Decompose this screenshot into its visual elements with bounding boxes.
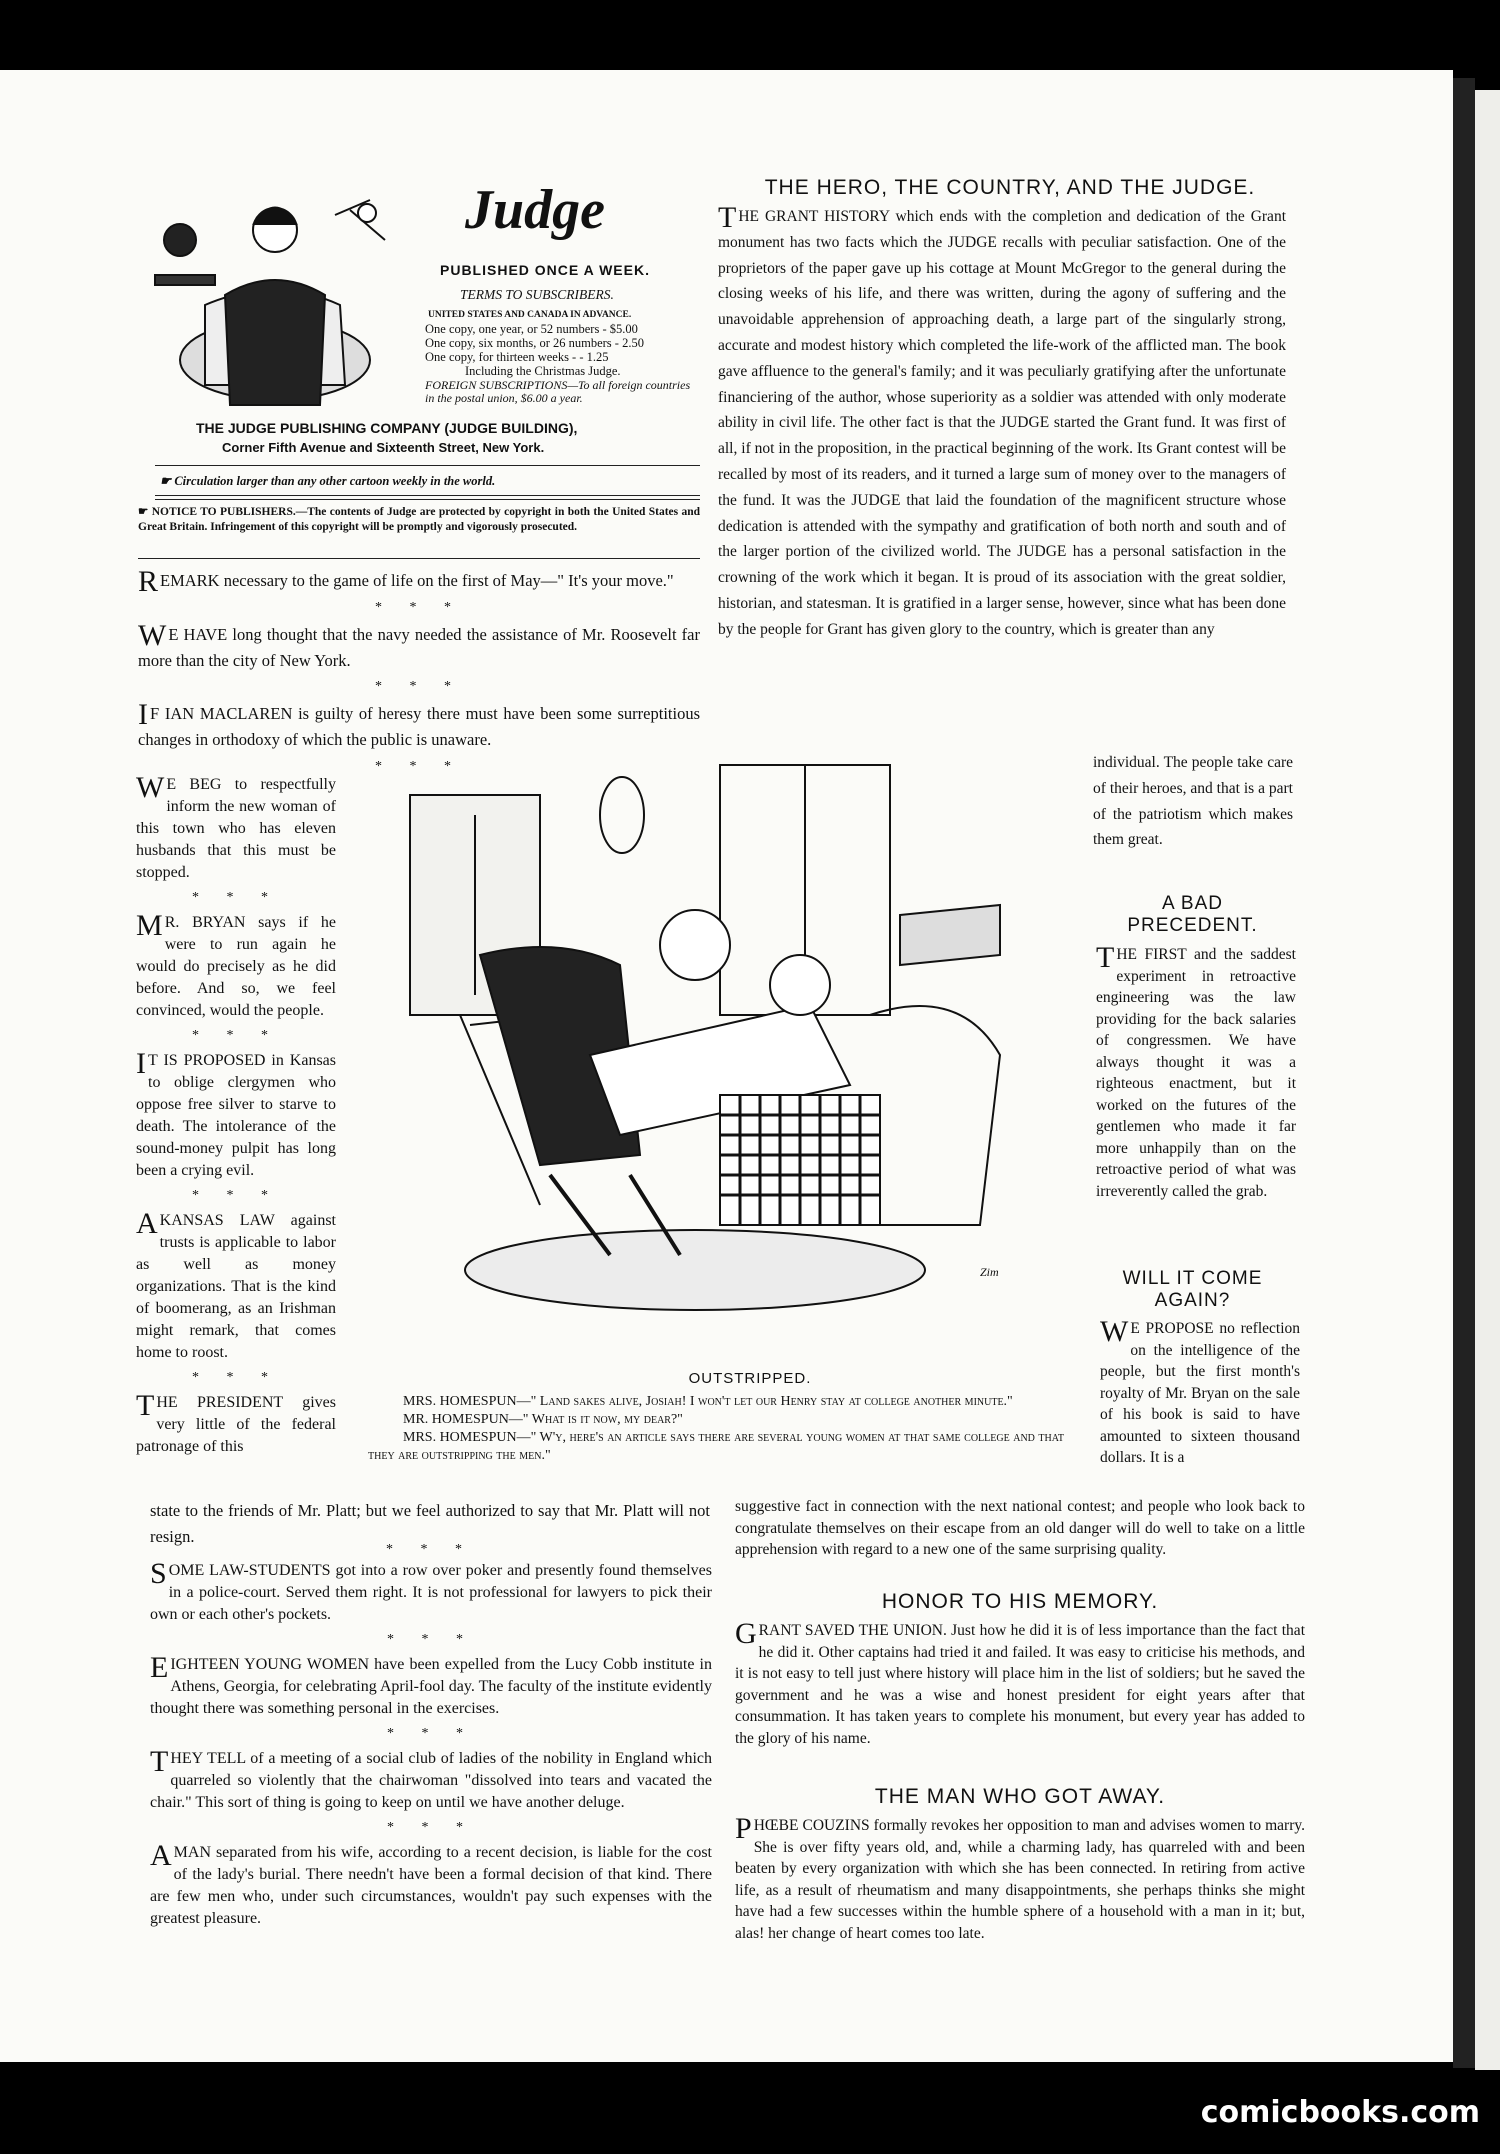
paragraph (718, 201, 1286, 643)
separator-stars: * * * (375, 599, 463, 615)
drop-cap: W (138, 618, 167, 652)
paragraph (136, 771, 336, 884)
pointing-hand-icon: ☛ (160, 474, 175, 488)
paragraph (735, 1617, 1305, 1749)
separator-stars: * * * (375, 679, 463, 695)
paragraph-text: MAN separated from his wife, according to a recent decision, is liable for the cost of the lady's burial. There needn't have been a formal decision of that kind. There are few men who, under such circumstances, wouldn't pay such expenses with the greatest pleasure. (150, 1844, 712, 1927)
separator-stars: * * * (387, 1820, 475, 1835)
divider (138, 558, 700, 559)
notice-text: NOTICE TO PUBLISHERS.—The contents of Judge are protected by copyright in both the United States and Great Britain. Infringement of this copyright will be promptly and vigorously prosecuted. (138, 506, 701, 533)
paragraph (735, 1812, 1305, 1944)
cartoon-title: OUTSTRIPPED. (688, 1370, 812, 1387)
publisher-address: Corner Fifth Avenue and Sixteenth Street, New York. (222, 440, 545, 455)
drop-cap: T (136, 1389, 155, 1422)
drop-cap: S (150, 1557, 167, 1590)
paragraph-text: HE PRESIDENT gives very little of the federal patronage of this (136, 1394, 336, 1455)
drop-cap: A (150, 1839, 172, 1872)
judge-logo: Judge (465, 179, 605, 241)
paragraph (150, 1745, 712, 1814)
cartoon-illustration (360, 755, 1070, 1315)
paragraph (150, 1557, 712, 1626)
paragraph-text: OME LAW-STUDENTS got into a row over poker and presently found themselves in a police-court. Served them right. It is not professional for lawyers to pick their own or each other's pockets. (150, 1562, 712, 1623)
separator-stars: * * * (192, 1028, 280, 1043)
caption-line: MR. HOMESPUN—" What is it now, my dear?" (403, 1412, 683, 1427)
cartoon-caption (368, 1393, 1080, 1465)
drop-cap: T (1096, 941, 1115, 974)
paragraph-text: R. BRYAN says if he were to run again he would do precisely as he did before. And so, we feel convinced, would the people. (136, 914, 336, 1019)
paragraph (138, 618, 700, 674)
site-watermark: comicbooks.com (1200, 2095, 1480, 2130)
next-page-edge (1475, 90, 1500, 2070)
paragraph (136, 1207, 336, 1364)
drop-cap: T (150, 1745, 169, 1778)
paragraph-text: HE FIRST and the saddest experiment in retroactive engineering was the law providing for the back salaries of congressmen. We have always thought it was a righteous enactment, but it worked on the futures of the gentlemen who made it far more unhappily than on the retroactive period of what was irreverently called the grab. (1096, 946, 1296, 1200)
terms-title: TERMS TO SUBSCRIBERS. (460, 287, 614, 302)
paragraph-text: E PROPOSE no reflection on the intelligence of the people, but the first month's royalty of Mr. Bryan on the sale of his book is said to have amounted to sixteen thousand dollars. It is a (1100, 1320, 1300, 1466)
honor-heading: HONOR TO HIS MEMORY. (881, 1590, 1159, 1613)
paragraph (138, 698, 700, 753)
caption-line: MRS. HOMESPUN—" W'y, here's an article says there are several young women at that same college and that they are outstripping the men." (368, 1430, 1064, 1463)
paragraph-text: HE GRANT HISTORY which ends with the completion and dedication of the Grant monument has two facts which the JUDGE recalls with peculiar satisfaction. One of the proprietors of the paper gave up his cottage at Mount McGregor to the general during the closing weeks of his life, and there was written, during the agony of suffering and the unavoidable apprehension of approaching death, a large part of the singularly strong, accurate and modest history which completed the life-work of the afflicted man. The book gave affluence to the general's family; and it was peculiarly gratifying after the unfortunate financiering of the author, whose superiority as a soldier was attended with only moderate ability in civil life. The other fact is that the JUDGE started the Grant fund. It was first of all, if not in the proposition, in the practical beginning of the work. Its Grant contest will be recalled by most of its readers, and it turned a large sum of money over to the managers of the fund. It was the JUDGE that laid the foundation of the magnificent structure whose dedication is attended with the sympathy and gratification of both north and south and of the larger portion of the civilized world. The JUDGE has a personal satisfaction in the crowning of the work which it began. It is proud of its association with the great soldier, historian, and statesman. It is gratified in a larger sense, however, since what has been done by the people for Grant has given glory to the country, which is greater than any (718, 208, 1286, 638)
paragraph-text: HEY TELL of a meeting of a social club of ladies of the nobility in England which quarreled so violently that the chairwoman "dissolved into tears and vacated the chair." This sort of thing is going to keep on until we have another deluge. (150, 1750, 712, 1811)
paragraph (150, 1839, 712, 1930)
paragraph (1096, 941, 1296, 1202)
paragraph (150, 1651, 712, 1720)
divider (155, 465, 700, 466)
honor-article (735, 1617, 1305, 1749)
drop-cap: I (136, 1047, 146, 1080)
drop-cap: R (138, 565, 159, 598)
rate-line: One copy, six months, or 26 numbers - 2.50 (425, 336, 644, 350)
foreign-subscriptions: FOREIGN SUBSCRIPTIONS—To all foreign countries in the postal union, $6.00 a year. (425, 378, 691, 405)
paragraph (1100, 1315, 1300, 1469)
published-line: PUBLISHED ONCE A WEEK. (440, 262, 650, 278)
hero-article (718, 201, 1286, 643)
paragraph-text: KANSAS LAW against trusts is applicable to labor as well as money organizations. That is the kind of boomerang, as an Irishman might remark, that comes home to roost. (136, 1212, 336, 1361)
caption-line: MRS. HOMESPUN—" Land sakes alive, Josiah! I won't let our Henry stay at college another minute." (403, 1394, 1013, 1409)
separator-stars: * * * (192, 1370, 280, 1385)
paragraph-text: HŒBE COUZINS formally revokes her opposition to man and advises women to marry. She is over fifty years old, and, while a charming lady, has quarreled with and been beaten by every organization with which she has been connected. In retiring from active life, as a result of rheumatism and many disappointments, she perhaps thinks she might have had a few successes within the humble sphere of a household with a man in it; but, alas! her change of heart comes too late. (735, 1817, 1305, 1942)
hero-continuation: individual. The people take care of their heroes, and that is a part of the patriotism which makes them great. (1093, 754, 1293, 849)
publisher-name: THE JUDGE PUBLISHING COMPANY (JUDGE BUILDING), (196, 420, 578, 436)
paragraph-text: E HAVE long thought that the navy needed the assistance of Mr. Roosevelt far more than the city of New York. (138, 624, 700, 670)
narrow-left-column (136, 771, 336, 1458)
left-paragraphs (138, 565, 700, 781)
come-again-continuation: suggestive fact in connection with the next national contest; and people who look back to congratulate themselves on their escape from an old danger will do well to take on a little apprehension with regard to a new one of the same surprising quality. (735, 1498, 1305, 1558)
divider (155, 499, 700, 500)
drop-cap: W (136, 771, 165, 804)
bad-precedent-heading: A BAD PRECEDENT. (1127, 893, 1258, 936)
paragraph (136, 909, 336, 1022)
drop-cap: G (735, 1617, 757, 1650)
drop-cap: M (136, 909, 163, 942)
separator-stars: * * * (192, 1188, 280, 1203)
paragraph (138, 565, 700, 598)
drop-cap: W (1100, 1315, 1129, 1348)
paragraph-text: IGHTEEN YOUNG WOMEN have been expelled from the Lucy Cobb institute in Athens, Georgia, for celebrating April-fool day. The faculty of the institute evidently thought there was something personal in the exercises. (150, 1656, 712, 1717)
separator-stars: * * * (387, 1726, 475, 1741)
publisher-notice (138, 505, 700, 535)
circulation-text: Circulation larger than any other cartoon weekly in the world. (174, 474, 496, 488)
president-continuation: state to the friends of Mr. Platt; but we feel authorized to say that Mr. Platt will not resign. (150, 1501, 710, 1546)
drop-cap: A (136, 1207, 158, 1240)
paragraph-text: F IAN MACLAREN is guilty of heresy there must have been some surreptitious changes in orthodoxy of which the public is unaware. (138, 704, 700, 750)
circulation-note (160, 473, 700, 489)
paragraph-text: E BEG to respectfully inform the new woman of this town who has eleven husbands that this must be stopped. (136, 776, 336, 881)
man-away-article (735, 1812, 1305, 1944)
paragraph-text: EMARK necessary to the game of life on the first of May—" It's your move." (160, 571, 674, 590)
drop-cap: E (150, 1651, 169, 1684)
paragraph (136, 1389, 336, 1458)
separator-stars: * * * (375, 758, 463, 774)
come-again-heading: WILL IT COME AGAIN? (1122, 1268, 1263, 1311)
bad-precedent-article (1096, 941, 1296, 1202)
drop-cap: P (735, 1812, 752, 1845)
hero-heading: THE HERO, THE COUNTRY, AND THE JUDGE. (764, 176, 1256, 199)
terms-subtitle: UNITED STATES AND CANADA IN ADVANCE. (428, 310, 632, 320)
paragraph (136, 1047, 336, 1182)
divider (155, 495, 700, 496)
man-away-heading: THE MAN WHO GOT AWAY. (874, 1785, 1166, 1808)
masthead-illustration (135, 185, 400, 410)
paragraph-text: T IS PROPOSED in Kansas to oblige clergymen who oppose free silver to starve to death. The intolerance of the sound-money pulpit has long been a crying evil. (136, 1052, 336, 1179)
rate-line: One copy, for thirteen weeks - - 1.25 (425, 350, 609, 364)
artist-signature: Zim (980, 1265, 999, 1279)
separator-stars: * * * (192, 890, 280, 905)
lower-left-column (150, 1557, 712, 1930)
paragraph-text: RANT SAVED THE UNION. Just how he did it is of less importance than the fact that he did it. Other captains had tried it and failed. It was easy to criticise his methods, and it is not easy to tell just where history will place him in the list of soldiers; but he saved the government and he was a wise and honest president for eight years after that consummation. It has taken years to complete his monument, but every year has added to the glory of his name. (735, 1622, 1305, 1747)
come-again-article (1100, 1315, 1300, 1469)
pointing-hand-icon: ☛ (138, 506, 152, 518)
separator-stars: * * * (386, 1542, 474, 1557)
page-spine (1453, 78, 1475, 2068)
rate-line: Including the Christmas Judge. (465, 364, 621, 378)
rate-line: One copy, one year, or 52 numbers - $5.00 (425, 322, 638, 336)
separator-stars: * * * (387, 1632, 475, 1647)
drop-cap: T (718, 201, 737, 234)
drop-cap: I (138, 698, 148, 732)
subscription-rates (425, 322, 695, 378)
